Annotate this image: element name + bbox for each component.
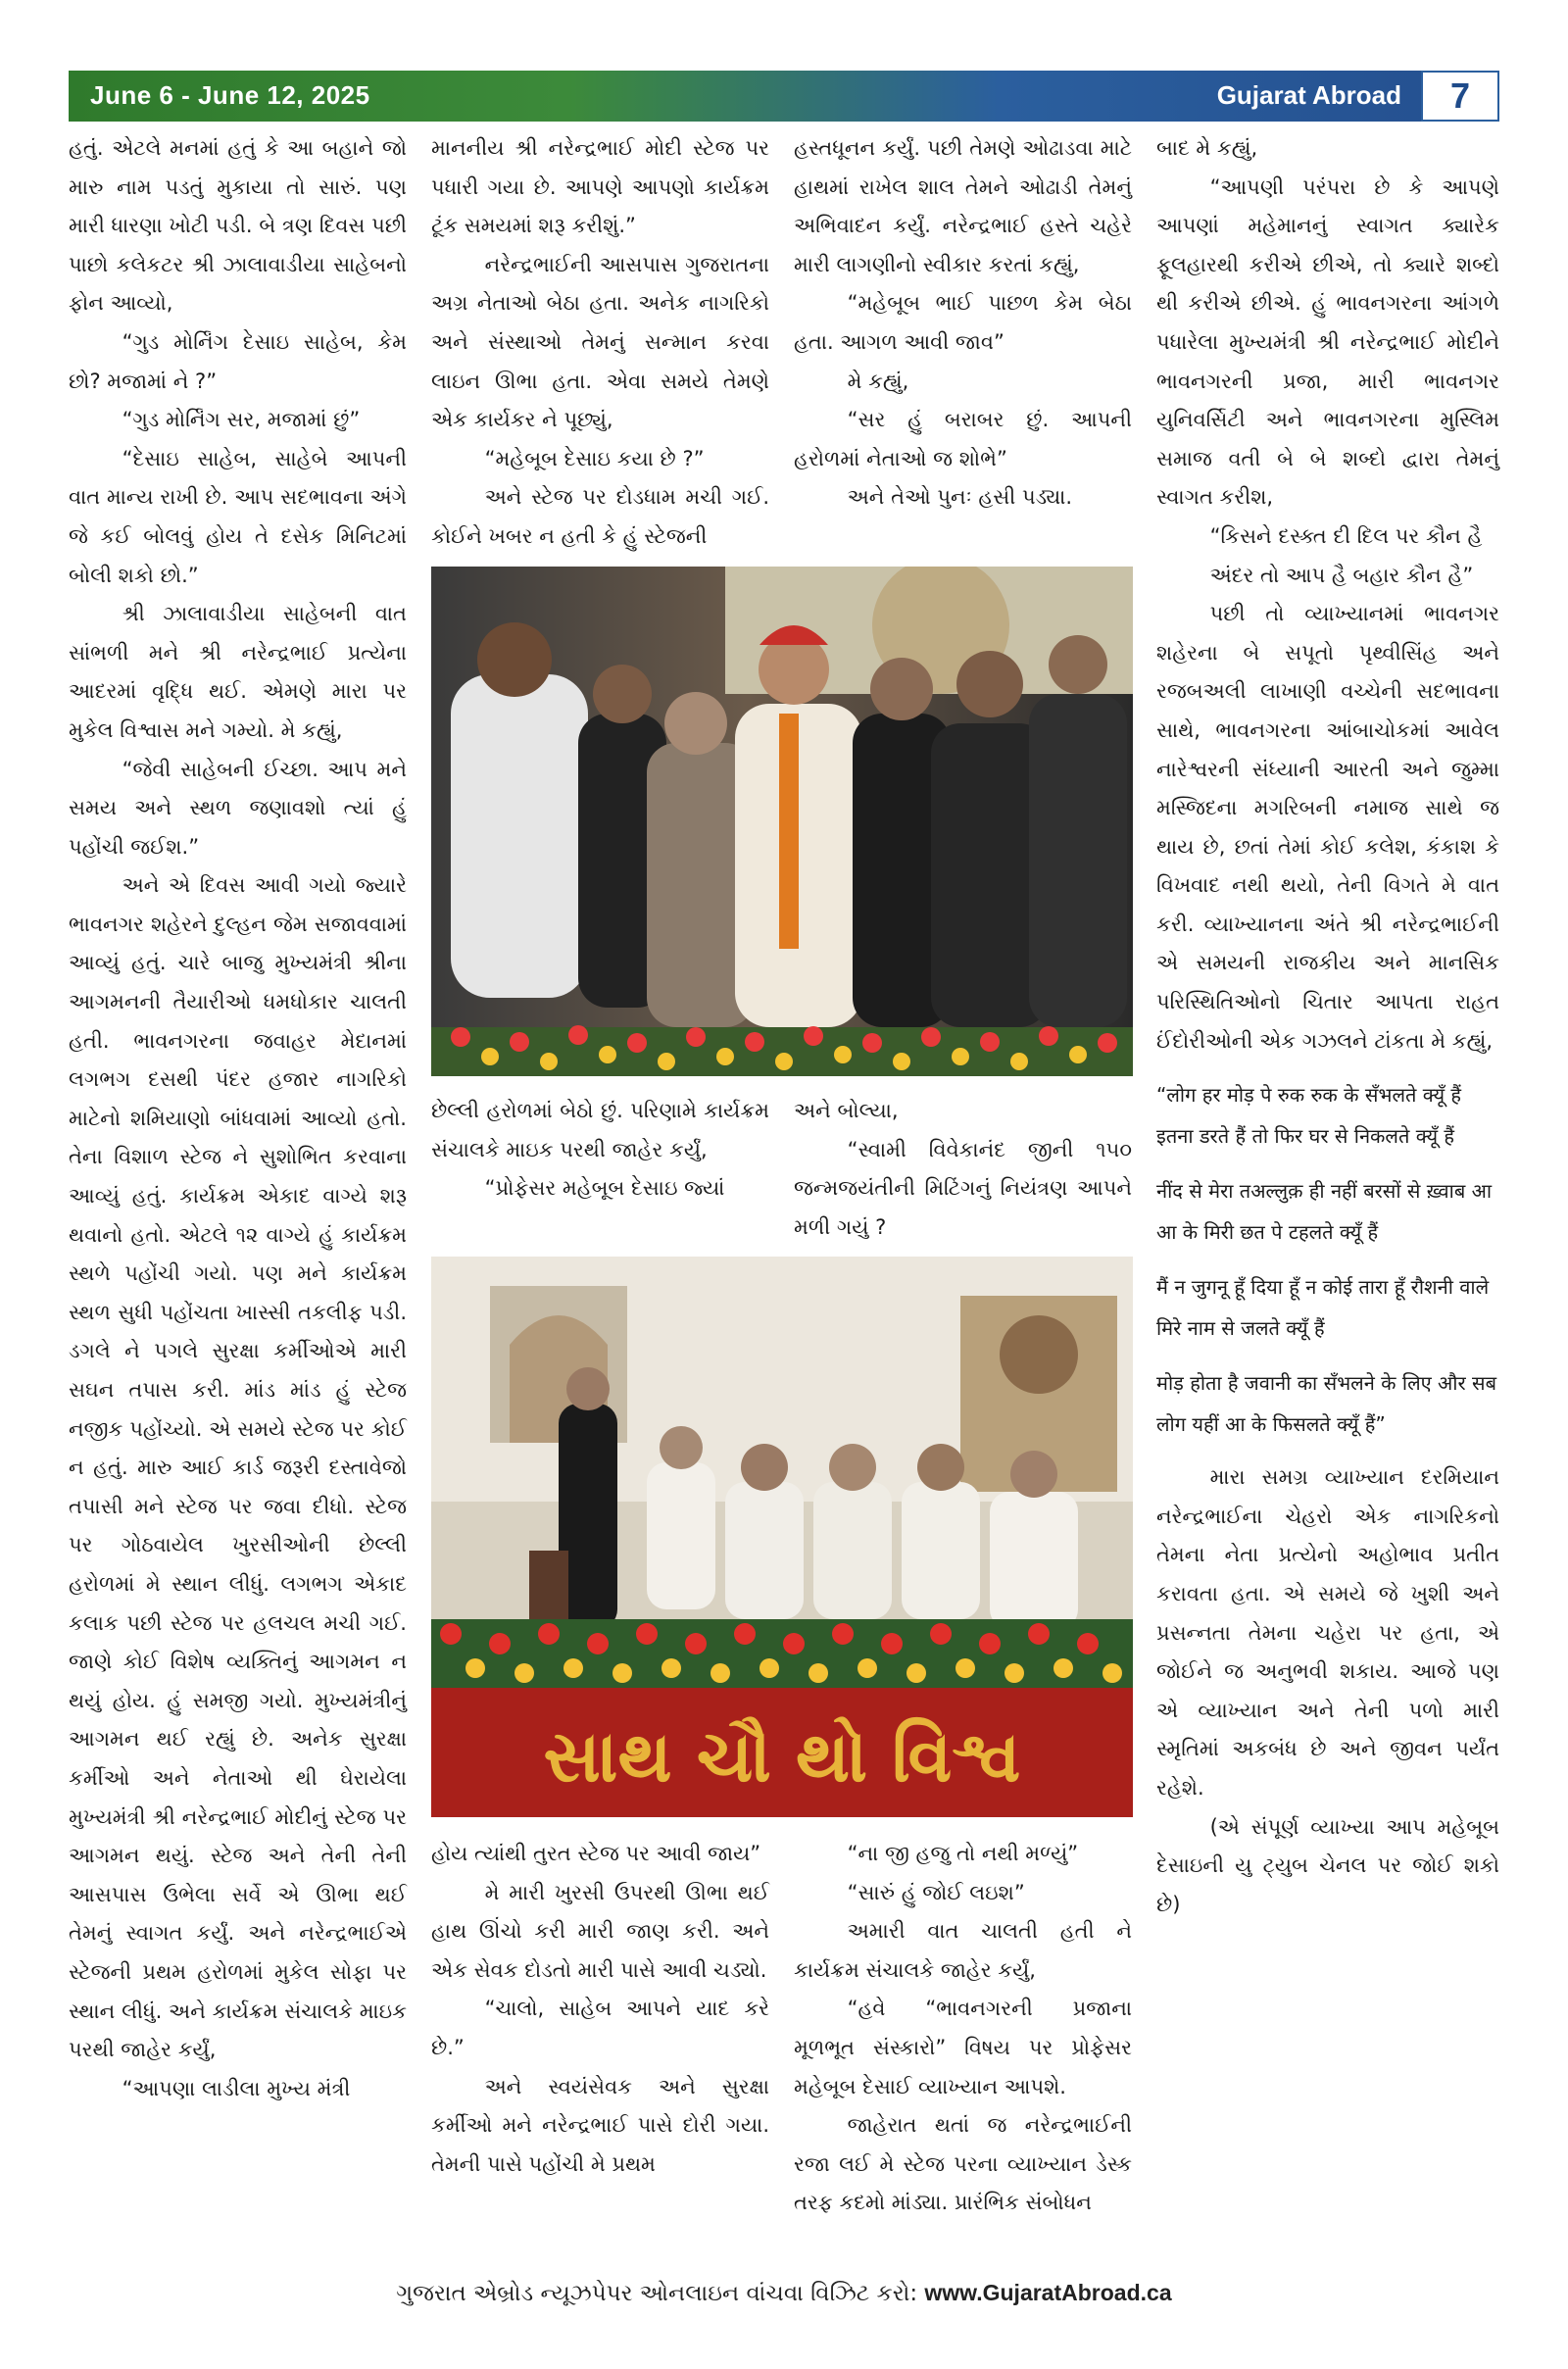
article-paragraph: “ગુડ મોર્નિંગ દેસાઇ સાહેબ, કેમ છો? મજામાં ને ?” bbox=[69, 329, 407, 393]
article-paragraph: પછી તો વ્યાખ્યાનમાં ભાવનગર શહેરના બે સપૂતો પૃથ્વીસિંહ અને રજબઅલી લાખાણી વચ્ચેની સદભાવના સાથે, ભાવનગરના આંબાચોકમાં આવેલ નારેશ્વરની સંધ્યાની આરતી અને જુમ્મા મસ્જિદના મગરિબની નમાજ સાથે જ થાય છે, છતાં તેમાં કોઈ કલેશ, કંકાશ કે વિખવાદ નથી થયો, તેની વિગતે મે વાત કરી. વ્યાખ્યાનના અંતે શ્રી નરેન્દ્રભાઈની એ સમયની રાજકીય અને માનસિક પરિસ્થિતિઓનો ચિતાર આપતા રાહત ઈંદોરીઓની એક ગઝલને ટાંકતા મે કહ્યું, bbox=[1156, 602, 1499, 1053]
article-paragraph: “હવે “ભાવનગરની પ્રજાના મૂળભૂત સંસ્કારો” વિષય પર પ્રોફેસર મહેબૂબ દેસાઈ વ્યાખ્યાન આપશે. bbox=[794, 1997, 1132, 2098]
issue-date: June 6 - June 12, 2025 bbox=[90, 80, 370, 110]
ghazal-verse: मोड़ होता है जवानी का सँभलने के लिए और सब लोग यहीं आ के फिसलते क्यूँ हैं” bbox=[1156, 1371, 1496, 1437]
article-paragraph: અને સ્વયંસેવક અને સુરક્ષા કર્મીઓ મને નરેન્દ્રભાઈ પાસે દોરી ગયા. તેમની પાસે પહોંચી મે પ્રથમ bbox=[431, 2074, 769, 2176]
article-column-4 bbox=[1156, 129, 1499, 1924]
article-paragraph: અને તેઓ પુનઃ હસી પડ્યા. bbox=[847, 485, 1073, 510]
article-paragraph: (એ સંપૂર્ણ વ્યાખ્યા આપ મહેબૂબ દેસાઇની યુ ટ્યુબ ચેનલ પર જોઈ શકો છે) bbox=[1156, 1814, 1499, 1916]
article-paragraph: “ના જી હજુ તો નથી મળ્યું” bbox=[847, 1842, 1079, 1865]
article-paragraph: અમારી વાત ચાલતી હતી ને કાર્યક્રમ સંચાલકે જાહેર કર્યું, bbox=[794, 1919, 1132, 1982]
page-header bbox=[69, 71, 1499, 122]
article-paragraph: અંદર તો આપ હૈ બહાર કૌન હૈ” bbox=[1209, 563, 1474, 587]
article-paragraph: માનનીય શ્રી નરેન્દ્રભાઈ મોદી સ્ટેજ પર પધારી ગયા છે. આપણે આપણો કાર્યક્રમ ટૂંક સમયમાં શરૂ કરીશું.” bbox=[431, 136, 769, 238]
article-paragraph: “આપણી પરંપરા છે કે આપણે આપણાં મહેમાનનું સ્વાગત ક્યારેક ફૂલહારથી કરીએ છીએ, તો ક્યારે શબ્દો થી કરીએ છીએ. હું ભાવનગરના આંગળે પધારેલા મુખ્યમંત્રી શ્રી નરેન્દ્રભાઈ મોદીને ભાવનગરની પ્રજા, મારી ભાવનગર યુનિવર્સિટી અને ભાવનગરના મુસ્લિમ સમાજ વતી બે બે શબ્દો દ્વારા તેમનું સ્વાગત કરીશ, bbox=[1156, 174, 1499, 510]
article-paragraph: અને એ દિવસ આવી ગયો જ્યારે ભાવનગર શહેરને દુલ્હન જેમ સજાવવામાં આવ્યું હતું. ચારે બાજુ મુખ્યમંત્રી શ્રીના આગમનની તૈયારીઓ ધમધોકાર ચાલતી હતી. ભાવનગરના જવાહર મેદાનમાં લગભગ દસથી પંદર હજાર નાગરિકો માટેનો શમિયાણો બાંધવામાં આવ્યો હતો. તેના વિશાળ સ્ટેજ ને સુશોભિત કરવાના આવ્યું હતું. કાર્યક્રમ એકાદ વાગ્યે શરૂ થવાનો હતો. એટલે ૧૨ વાગ્યે હું કાર્યક્રમ સ્થળે પહોંચી ગયો. પણ મને કાર્યક્રમ સ્થળ સુધી પહોંચતા ખાસ્સી તકલીફ પડી. ડગલે ને પગલે સુરક્ષા કર્મીઓએ મારી સઘન તપાસ કરી. માંડ માંડ હું સ્ટેજ નજીક પહોંચ્યો. એ સમયે સ્ટેજ પર કોઈ ન હતું. મારુ આઈ કાર્ડ જરૂરી દસ્તાવેજો તપાસી મને સ્ટેજ પર જવા દીધો. સ્ટેજ પર ગોઠવાયેલ ખુરસીઓની છેલ્લી હરોળમાં મે સ્થાન લીધું. લગભગ એકાદ કલાક પછી સ્ટેજ પર હલચલ મચી ગઈ. જાણે કોઈ વિશેષ વ્યક્તિનું આગમન ન થયું હોય. હું સમજી ગયો. મુખ્યમંત્રીનું આગમન થઈ રહ્યું છે. અનેક સુરક્ષા કર્મીઓ અને નેતાઓ થી ઘેરાયેલા મુખ્યમંત્રી શ્રી નરેન્દ્રભાઈ મોદીનું સ્ટેજ પર આગમન થયું. સ્ટેજ અને તેની તેની આસપાસ ઉભેલા સર્વે એ ઊભા થઈ તેમનું સ્વાગત કર્યું. અને નરેન્દ્રભાઈએ સ્ટેજની પ્રથમ હરોળમાં મુકેલ સોફા પર સ્થાન લીધું. અને કાર્યક્રમ સંચાલકે માઇક પરથી જાહેર કર્યું, bbox=[69, 873, 407, 2062]
article-paragraph: “મહેબૂબ દેસાઇ કયા છે ?” bbox=[484, 446, 705, 470]
footer-text: ગુજરાત એબ્રોડ ન્યૂઝપેપર ઓનલાઇન વાંચવા વિઝિટ કરો: bbox=[396, 2281, 918, 2306]
article-paragraph: અને બોલ્યા, bbox=[794, 1099, 899, 1122]
photo-stage-leaders-seated bbox=[431, 1257, 1133, 1817]
stage-banner-text: સાથ ચૌ થો વિશ્વ bbox=[543, 1715, 1021, 1798]
photo-stage-greeting-illustration bbox=[431, 567, 1133, 1076]
article-column-1 bbox=[69, 129, 407, 2108]
article-paragraph: અને સ્ટેજ પર દોડધામ મચી ગઈ. કોઈને ખબર ન હતી કે હું સ્ટેજની bbox=[431, 485, 769, 548]
article-paragraph: શ્રી ઝાલાવાડીયા સાહેબની વાત સાંભળી મને શ્રી નરેન્દ્રભાઈ પ્રત્યેના આદરમાં વૃદ્ધિ થઈ. એમણે મારા પર મુકેલ વિશ્વાસ મને ગમ્યો. મે કહ્યું, bbox=[69, 602, 407, 742]
article-paragraph: હોય ત્યાંથી તુરત સ્ટેજ પર આવી જાય” bbox=[431, 1842, 761, 1865]
article-paragraph: “જેવી સાહેબની ઈચ્છા. આપ મને સમય અને સ્થળ જણાવશો ત્યાં હું પહોંચી જઈશ.” bbox=[69, 757, 407, 859]
ghazal-verse: नींद से मेरा तअल्लुक़ ही नहीं बरसों से ख़्वाब आ आ के मिरी छत पे टहलते क्यूँ हैं bbox=[1156, 1179, 1493, 1245]
article-column-3-middle bbox=[794, 1092, 1132, 1247]
article-paragraph: “મહેબૂબ ભાઈ પાછળ કેમ બેઠા હતા. આગળ આવી જાવ” bbox=[794, 291, 1132, 354]
page-number: 7 bbox=[1421, 71, 1499, 122]
article-paragraph: “સ્વામી વિવેકાનંદ જીની ૧૫૦ જન્મજયંતીની મિટિંગનું નિયંત્રણ આપને મળી ગયું ? bbox=[794, 1137, 1132, 1239]
page-footer bbox=[0, 2280, 1568, 2306]
article-paragraph: “દેસાઇ સાહેબ, સાહેબે આપની વાત માન્ય રાખી છે. આપ સદભાવના અંગે જે કઈ બોલવું હોય તે દસેક મિનિટમાં બોલી શકો છો.” bbox=[69, 446, 407, 587]
article-paragraph: “સર હું બરાબર છું. આપની હરોળમાં નેતાઓ જ શોભે” bbox=[794, 408, 1132, 470]
ghazal-verse: “लोग हर मोड़ पे रुक रुक के सँभलते क्यूँ हैं इतना डरते हैं तो फिर घर से निकलते क्यूँ हैं bbox=[1156, 1083, 1462, 1149]
article-column-2-bottom bbox=[431, 1835, 769, 2184]
article-column-3-bottom bbox=[794, 1835, 1132, 2223]
ghazal-verse: मैं न जुगनू हूँ दिया हूँ न कोई तारा हूँ रौशनी वाले मिरे नाम से जलते क्यूँ हैं bbox=[1156, 1275, 1490, 1341]
photo-stage-leaders-illustration bbox=[431, 1257, 1133, 1817]
photo-stage-greeting bbox=[431, 567, 1133, 1076]
article-paragraph: “આપણા લાડીલા મુખ્ય મંત્રી bbox=[122, 2076, 351, 2100]
article-column-2-middle bbox=[431, 1092, 769, 1209]
article-paragraph: બાદ મે કહ્યું, bbox=[1156, 136, 1258, 160]
article-paragraph: “પ્રોફેસર મહેબૂબ દેસાઇ જ્યાં bbox=[484, 1176, 725, 1201]
footer-website-link[interactable]: www.GujaratAbroad.ca bbox=[924, 2280, 1172, 2305]
article-paragraph: મે કહ્યું, bbox=[847, 369, 909, 393]
article-paragraph: જાહેરાત થતાં જ નરેન્દ્રભાઈની રજા લઈ મે સ્ટેજ પરના વ્યાખ્યાન ડેસ્ક તરફ કદમો માંડ્યા. પ્રારંભિક સંબોધન bbox=[794, 2113, 1132, 2215]
article-paragraph: નરેન્દ્રભાઈની આસપાસ ગુજરાતના અગ્ર નેતાઓ બેઠા હતા. અનેક નાગરિકો અને સંસ્થાઓ તેમનું સન્માન કરવા લાઇન ઊભા હતા. એવા સમયે તેમણે એક કાર્યકર ને પૂછ્યું, bbox=[431, 252, 769, 432]
article-paragraph: “ગુડ મોર્નિંગ સર, મજામાં છું” bbox=[122, 408, 361, 432]
article-paragraph: “કિસને દસ્ક્ત દી દિલ પર કૌન હૈ bbox=[1209, 523, 1483, 548]
article-paragraph: “ચાલો, સાહેબ આપને યાદ કરે છે.” bbox=[431, 1997, 769, 2059]
article-paragraph: હતું. એટલે મનમાં હતું કે આ બહાને જો મારુ નામ પડતું મુકાયા તો સારું. પણ મારી ધારણા ખોટી પડી. બે ત્રણ દિવસ પછી પાછો કલેકટર શ્રી ઝાલાવાડીયા સાહેબનો ફોન આવ્યો, bbox=[69, 136, 407, 316]
publication-title: Gujarat Abroad bbox=[1216, 80, 1401, 110]
article-paragraph: હસ્તધૂનન કર્યું. પછી તેમણે ઓઢાડવા માટે હાથમાં રાખેલ શાલ તેમને ઓઢાડી તેમનું અભિવાદન કર્યું. નરેન્દ્રભાઈ હસ્તે ચહેરે મારી લાગણીનો સ્વીકાર કરતાં કહ્યું, bbox=[794, 136, 1132, 276]
article-column-2-top bbox=[431, 129, 769, 557]
article-paragraph: મે મારી ખુરસી ઉપરથી ઊભા થઈ હાથ ઊંચો કરી મારી જાણ કરી. અને એક સેવક દોડતો મારી પાસે આવી ચડ્યો. bbox=[431, 1880, 769, 1982]
article-paragraph: “સારું હું જોઈ લઇશ” bbox=[847, 1880, 1025, 1904]
article-column-3-top bbox=[794, 129, 1132, 518]
article-paragraph: છેલ્લી હરોળમાં બેઠો છું. પરિણામે કાર્યક્રમ સંચાલકે માઇક પરથી જાહેર કર્યું, bbox=[431, 1099, 769, 1161]
article-paragraph: મારા સમગ્ર વ્યાખ્યાન દરમિયાન નરેન્દ્રભાઈના ચેહરો એક નાગરિકનો તેમના નેતા પ્રત્યેનો અહોભાવ પ્રતીત કરાવતા હતા. એ સમયે જે ખુશી અને પ્રસન્નતા તેમના ચહેરા પર હતા, એ જોઈને જ અનુભવી શકાય. આજે પણ એ વ્યાખ્યાન અને તેની પળો મારી સ્મૃતિમાં અકબંધ છે અને જીવન પર્યંત રહેશે. bbox=[1156, 1465, 1499, 1800]
